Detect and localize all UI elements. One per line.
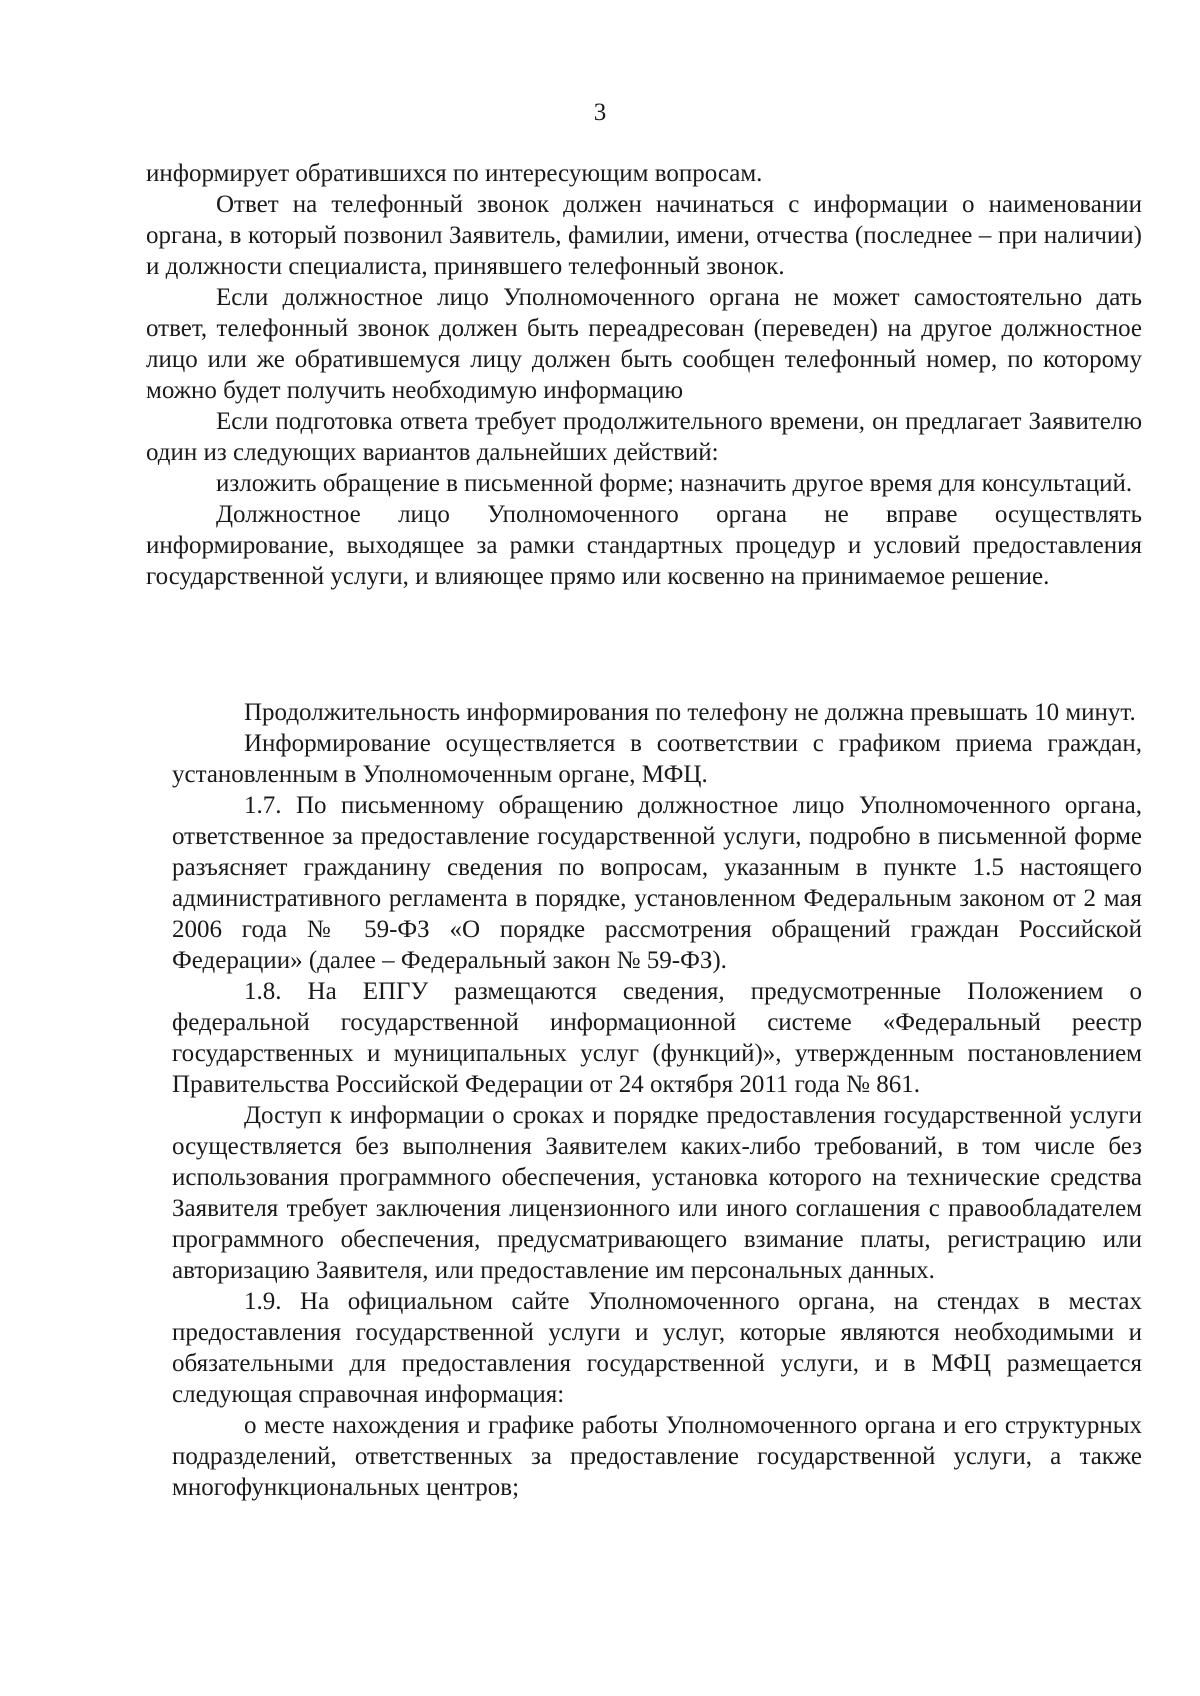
paragraph: Если подготовка ответа требует продолжительного времени, он предлагает Заявителю один из следующих вариантов дальнейших действий:: [146, 408, 1142, 466]
paragraph: изложить обращение в письменной форме; назначить другое время для консультаций.: [216, 470, 1133, 497]
page-number: 3: [593, 99, 607, 126]
paragraph: информирует обратившихся по интересующим вопросам.: [146, 160, 763, 187]
paragraph: 1.9. На официальном сайте Уполномоченного органа, на стендах в местах предоставления государственной услуги и услуг, которые являются необходимыми и обязательными для предоставления государственной услуги, и в МФЦ размещается следующая справочная информация:: [172, 1288, 1142, 1408]
paragraph: 1.7. По письменному обращению должностное лицо Уполномоченного органа, ответственное за предоставление государственной услуги, подробно в письменной форме разъясняет гражданину сведения по вопросам, указанным в пункте 1.5 настоящего административного регламента в порядке, установленном Федеральным законом от 2 мая 2006 года № 59-ФЗ «О порядке рассмотрения обращений граждан Российской Федерации» (далее – Федеральный закон № 59-ФЗ).: [172, 792, 1142, 974]
text-block-top: [146, 158, 1142, 592]
paragraph: Если должностное лицо Уполномоченного органа не может самостоятельно дать ответ, телефонный звонок должен быть переадресован (переведен) на другое должностное лицо или же обратившемуся лицу должен быть сообщен телефонный номер, по которому можно будет получить необходимую информацию: [146, 284, 1142, 404]
paragraph: 1.8. На ЕПГУ размещаются сведения, предусмотренные Положением о федеральной государственной информационной системе «Федеральный реестр государственных и муниципальных услуг (функций)», утвержденным постановлением Правительства Российской Федерации от 24 октября 2011 года № 861.: [172, 978, 1142, 1098]
paragraph: Продолжительность информирования по телефону не должна превышать 10 минут.: [244, 699, 1136, 726]
paragraph: Доступ к информации о сроках и порядке предоставления государственной услуги осуществляется без выполнения Заявителем каких-либо требований, в том числе без использования программного обеспечения, установка которого на технические средства Заявителя требует заключения лицензионного или иного соглашения с правообладателем программного обеспечения, предусматривающего взимание платы, регистрацию или авторизацию Заявителя, или предоставление им персональных данных.: [172, 1102, 1142, 1284]
text-block-bottom: [172, 697, 1142, 1503]
paragraph: о месте нахождения и графике работы Уполномоченного органа и его структурных подразделений, ответственных за предоставление государственной услуги, а также многофункциональных центров;: [172, 1412, 1142, 1501]
paragraph: Ответ на телефонный звонок должен начинаться с информации о наименовании органа, в который позвонил Заявитель, фамилии, имени, отчества (последнее – при наличии) и должности специалиста, принявшего телефонный звонок.: [146, 191, 1142, 280]
paragraph: Информирование осуществляется в соответствии с графиком приема граждан, установленным в Уполномоченным органе, МФЦ.: [172, 730, 1142, 788]
paragraph: Должностное лицо Уполномоченного органа не вправе осуществлять информирование, выходящее за рамки стандартных процедур и условий предоставления государственной услуги, и влияющее прямо или косвенно на принимаемое решение.: [146, 501, 1142, 590]
